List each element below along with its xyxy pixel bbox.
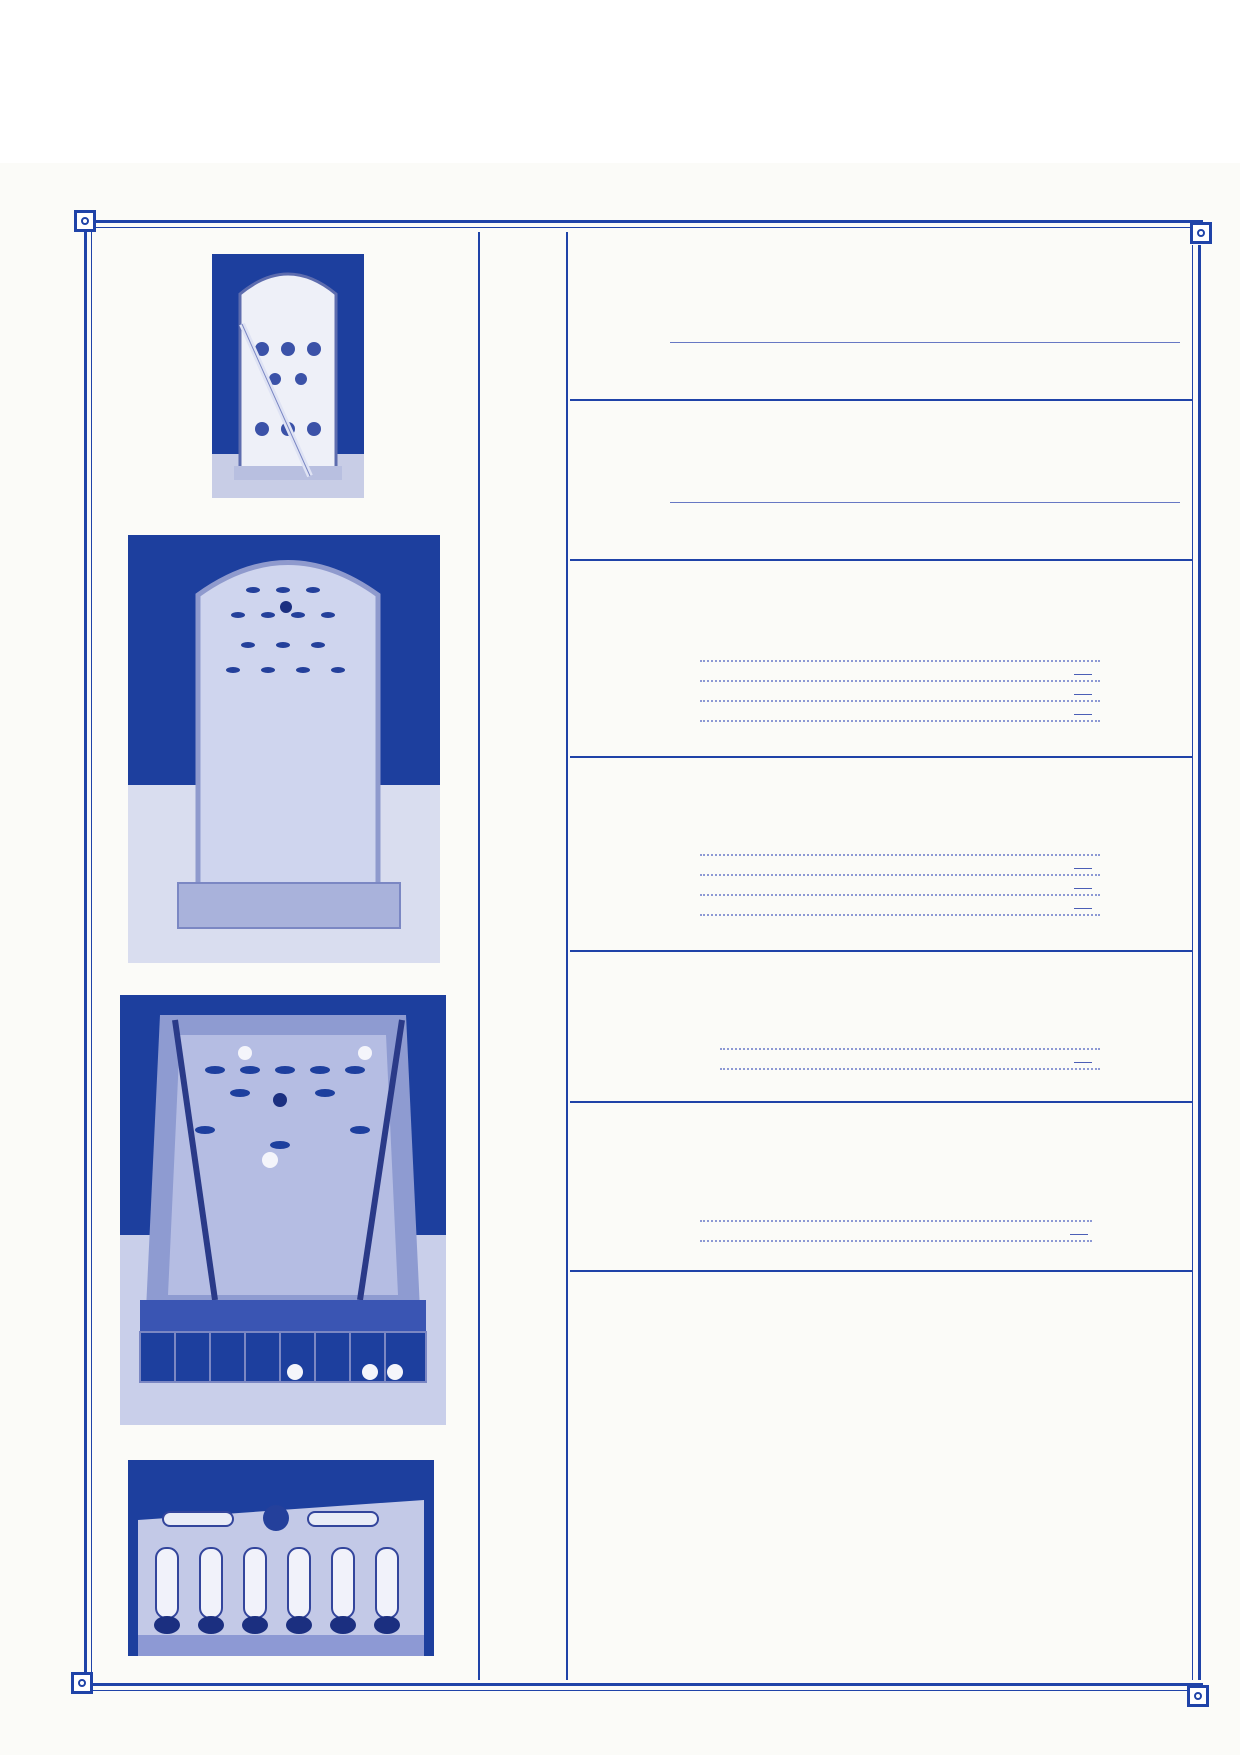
product-section-4911 xyxy=(570,774,1192,944)
ditto-mark xyxy=(1074,694,1092,695)
corner-ornament-icon xyxy=(71,1672,93,1694)
section-divider xyxy=(570,399,1192,401)
ditto-mark xyxy=(1070,1234,1088,1235)
dot-leader xyxy=(700,700,1100,702)
row-separator xyxy=(670,342,1180,343)
frame-bottom-line xyxy=(85,1683,1203,1686)
ditto-mark xyxy=(1074,888,1092,889)
section-divider xyxy=(570,1101,1192,1103)
dot-leader xyxy=(700,1220,1092,1222)
frame-top-line-inner xyxy=(85,227,1203,228)
section-divider xyxy=(570,950,1192,952)
ditto-mark xyxy=(1074,908,1092,909)
billard-tivoli-illustration xyxy=(212,254,364,498)
section-divider xyxy=(570,1270,1192,1272)
product-section-4910 xyxy=(570,580,1192,750)
quilles-illustration xyxy=(128,1460,434,1656)
photo-billard-russe xyxy=(120,995,446,1425)
frame-left-line-inner xyxy=(91,230,92,1675)
photo-billard-japonais xyxy=(128,535,440,963)
frame-right-line xyxy=(1198,245,1201,1680)
frame-top-line xyxy=(85,220,1203,223)
billard-japonais-illustration xyxy=(128,535,440,963)
corner-ornament-icon xyxy=(1187,1685,1209,1707)
column-divider-right xyxy=(566,232,568,1680)
billard-russe-illustration xyxy=(120,995,446,1425)
ditto-mark xyxy=(1074,674,1092,675)
ditto-mark xyxy=(1074,714,1092,715)
ditto-mark xyxy=(1074,1062,1092,1063)
column-divider-left xyxy=(478,232,480,1680)
dot-leader xyxy=(700,854,1100,856)
product-section-4915 xyxy=(570,968,1192,1093)
corner-ornament-icon xyxy=(74,210,96,232)
dot-leader xyxy=(700,914,1100,916)
corner-ornament-icon xyxy=(1190,222,1212,244)
dot-leader xyxy=(700,660,1100,662)
dot-leader xyxy=(700,894,1100,896)
frame-right-line-inner xyxy=(1192,245,1193,1680)
section-divider xyxy=(570,559,1192,561)
frame-left-line xyxy=(84,230,87,1675)
row-separator xyxy=(670,502,1180,503)
product-section-4961 xyxy=(570,1290,1192,1680)
dot-leader xyxy=(700,680,1100,682)
product-section-4892 xyxy=(570,262,1192,397)
product-section-4916 xyxy=(570,1120,1192,1265)
photo-jeux-de-quilles xyxy=(128,1460,434,1656)
frame-bottom-line-inner xyxy=(85,1690,1203,1691)
dot-leader xyxy=(720,1068,1100,1070)
ditto-mark xyxy=(1074,868,1092,869)
dot-leader xyxy=(700,874,1100,876)
dot-leader xyxy=(700,1240,1092,1242)
product-section-4893 xyxy=(570,418,1192,553)
dot-leader xyxy=(700,720,1100,722)
section-divider xyxy=(570,756,1192,758)
photo-billard-tivoli xyxy=(212,254,364,498)
dot-leader xyxy=(720,1048,1100,1050)
